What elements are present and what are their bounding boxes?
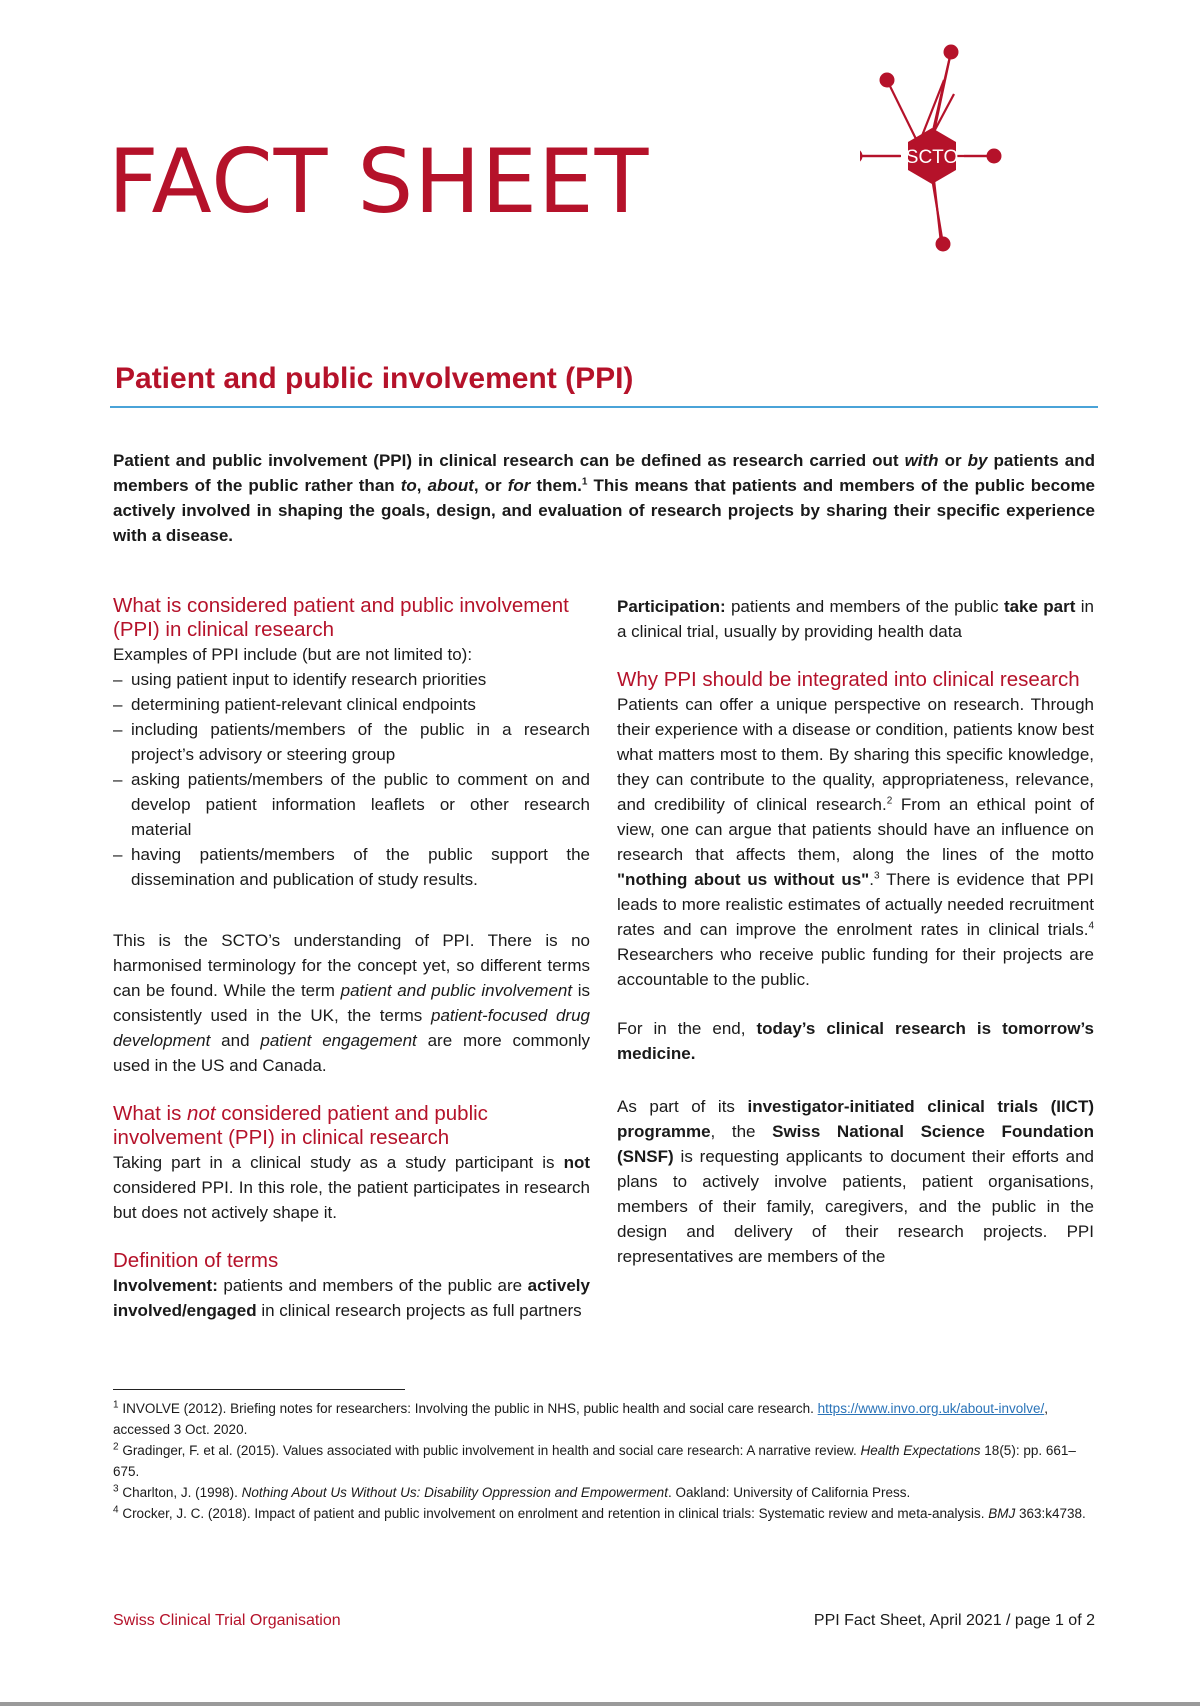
logo-text: SCTO (905, 147, 959, 168)
tomorrow-medicine-paragraph: For in the end, today’s clinical research is tomorrow’s medicine. (617, 1019, 1095, 1063)
footnote-ref: 4 (1088, 920, 1094, 932)
list-item: – determining patient-relevant clinical endpoints (113, 692, 590, 717)
list-item: – using patient input to identify research priorities (113, 667, 590, 692)
involve-link[interactable]: https://www.invo.org.uk/about-involve/ (817, 1401, 1045, 1416)
logo-node (860, 149, 863, 164)
why-ppi-paragraph: Patients can offer a unique perspective on research. Through their experience with a disease or condition, patients know best what matters most to them. By sharing this specific knowledge, they can contribute to the quality, appropriateness, relevance, and credibility of clinical research.$^2$ From an ethical point of view, one can argue that patients should have an influence on research that affects them, along the lines of the motto "nothing about us without us".$^3$ There is evidence that PPI leads to more realistic estimates of actually needed recruitment rates and can improve the enrolment rates in clinical trials.$^4$ Researchers who receive public funding for their projects are accountable to the public. (617, 695, 1095, 989)
involvement-definition: Involvement: patients and members of the public are actively involved/engaged in clinical research projects as full partners (113, 1276, 590, 1320)
section-heading-what-is-ppi: What is considered patient and public involvement (PPI) in clinical research (113, 594, 569, 641)
ppi-examples-list (113, 667, 590, 892)
logo-node (944, 45, 959, 60)
footnote-ref: 3 (873, 870, 880, 882)
viewer-bottom-bar (0, 1702, 1200, 1706)
snsf-paragraph: As part of its investigator-initiated clinical trials (IICT) programme, the Swiss National Science Foundation (SNSF) is requesting applicants to document their efforts and plans to actively involve patients, patient organisations, members of their family, caregivers, and the public in the design and delivery of their research projects. PPI representatives are members of the (617, 1097, 1095, 1266)
footnote-separator (113, 1389, 405, 1390)
not-ppi-paragraph: Taking part in a clinical study as a study participant is not considered PPI. In this role, the patient participates in research but does not actively shape it. (113, 1153, 590, 1222)
footnote-ref: 1 (581, 476, 588, 488)
footnote-4: $^4$ Crocker, J. C. (2018). Impact of patient and public involvement on enrolment and retention in clinical trials: Systematic review and meta-analysis. BMJ 363:k4738. (113, 1504, 1086, 1521)
participation-definition: Participation: patients and members of the public take part in a clinical trial, usually by providing health data (617, 597, 1094, 641)
section-heading-definitions: Definition of terms (113, 1249, 279, 1272)
page-heading: Patient and public involvement (PPI) (115, 362, 634, 395)
logo-spoke-nw (887, 80, 916, 139)
logo-node (987, 149, 1002, 164)
footer-organisation: Swiss Clinical Trial Organisation (113, 1612, 341, 1629)
footnote-ref: 2 (886, 795, 893, 807)
list-item: – including patients/members of the public in a research project’s advisory or steering group (113, 717, 590, 767)
footer-page-info: PPI Fact Sheet, April 2021 / page 1 of 2 (813, 1612, 1095, 1629)
footnote-2: $^2$ Gradinger, F. et al. (2015). Values associated with public involvement in health and social care research: A narrative review. Health Expectations 18(5): pp. 661–675. (113, 1441, 1076, 1479)
intro-paragraph: Patient and public involvement (PPI) in clinical research can be defined as research carried out with or by patients and members of the public rather than to, about, or for them.$^1$ This means that patients and members of the public become actively involved in shaping the goals, design, and evaluation of research projects by sharing their specific experience with a disease. (113, 451, 1096, 545)
right-column (617, 594, 1094, 1269)
list-item: – having patients/members of the public support the dissemination and publication of study results. (113, 842, 590, 892)
logo-spoke-s (932, 178, 943, 244)
section-heading-why-ppi: Why PPI should be integrated into clinical research (617, 668, 1080, 691)
logo-node (880, 73, 895, 88)
fact-sheet-title: FACT SHEET (108, 130, 650, 233)
examples-lead: Examples of PPI include (but are not limited to): (113, 645, 473, 664)
logo-node (936, 237, 951, 252)
terminology-paragraph: This is the SCTO’s understanding of PPI. There is no harmonised terminology for the concept yet, so different terms can be found. While the term patient and public involvement is consistently used in the UK, the terms patient-focused drug development and patient engagement are more commonly used in the US and Canada. (113, 931, 591, 1075)
left-column (113, 594, 590, 1323)
heading-divider (110, 406, 1098, 408)
footnote-3: $^3$ Charlton, J. (1998). Nothing About Us Without Us: Disability Oppression and Empowerment. Oakland: University of California Press. (113, 1483, 911, 1500)
footnote-1: $^1$ INVOLVE (2012). Briefing notes for researchers: Involving the public in NHS, public health and social care research. https://www.invo.org.uk/about-involve/, accessed 3 Oct. 2020. (113, 1399, 1049, 1437)
logo-spoke-ne (932, 52, 951, 135)
list-item: – asking patients/members of the public to comment on and develop patient information leaflets or other research material (113, 767, 590, 842)
section-heading-not-ppi: What is not considered patient and public involvement (PPI) in clinical research (113, 1102, 488, 1149)
footnotes (113, 1398, 1095, 1524)
scto-logo (860, 40, 1100, 290)
